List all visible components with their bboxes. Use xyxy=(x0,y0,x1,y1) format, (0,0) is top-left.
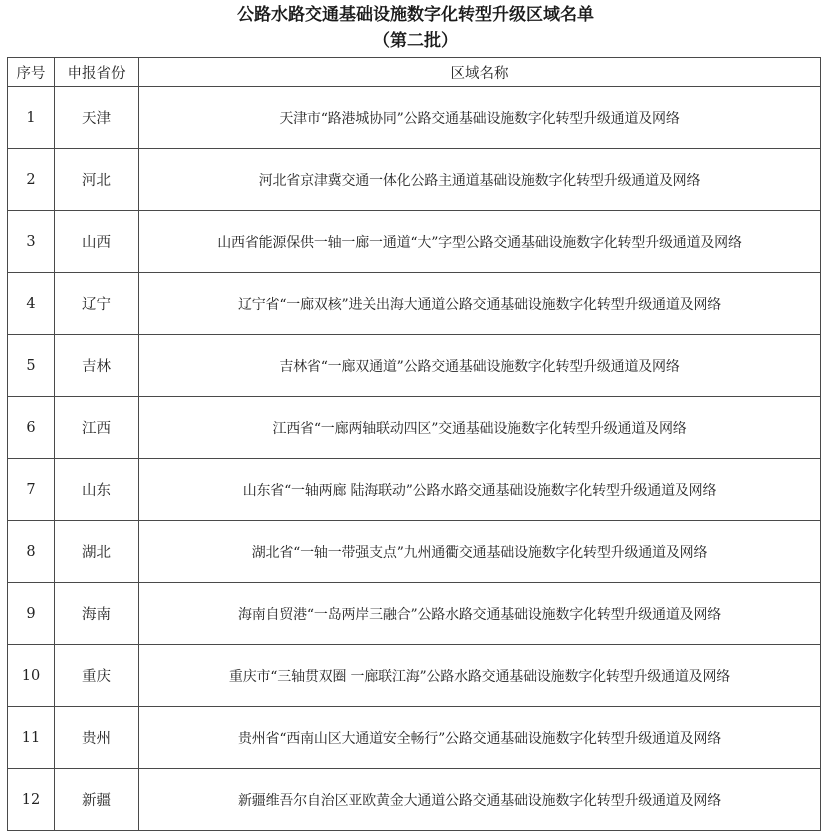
page-subtitle: （第二批） xyxy=(373,31,458,51)
row-province-cell: 贵州 xyxy=(55,707,139,769)
table-row xyxy=(8,707,821,769)
row-index-cell: 4 xyxy=(8,273,55,335)
row-index-cell: 3 xyxy=(8,211,55,273)
row-region-cell: 吉林省“一廊双通道”公路交通基础设施数字化转型升级通道及网络 xyxy=(139,335,821,397)
table-row xyxy=(8,149,821,211)
row-index-cell: 1 xyxy=(8,87,55,149)
row-province-cell: 辽宁 xyxy=(55,273,139,335)
row-region-cell: 新疆维吾尔自治区亚欧黄金大通道公路交通基础设施数字化转型升级通道及网络 xyxy=(139,769,821,831)
row-index-cell: 7 xyxy=(8,459,55,521)
page-title: 公路水路交通基础设施数字化转型升级区域名单 xyxy=(237,5,594,25)
header-province: 申报省份 xyxy=(55,58,139,87)
row-province-cell: 吉林 xyxy=(55,335,139,397)
table-row xyxy=(8,583,821,645)
row-index-cell: 8 xyxy=(8,521,55,583)
row-region-cell: 河北省京津冀交通一体化公路主通道基础设施数字化转型升级通道及网络 xyxy=(139,149,821,211)
row-index-cell: 2 xyxy=(8,149,55,211)
region-list-table xyxy=(7,57,821,831)
table-row xyxy=(8,521,821,583)
row-province-cell: 海南 xyxy=(55,583,139,645)
row-region-cell: 重庆市“三轴贯双圈 一廊联江海”公路水路交通基础设施数字化转型升级通道及网络 xyxy=(139,645,821,707)
row-index-cell: 5 xyxy=(8,335,55,397)
row-index-cell: 10 xyxy=(8,645,55,707)
row-province-cell: 河北 xyxy=(55,149,139,211)
row-region-cell: 山西省能源保供一轴一廊一通道“大”字型公路交通基础设施数字化转型升级通道及网络 xyxy=(139,211,821,273)
row-index-cell: 11 xyxy=(8,707,55,769)
row-province-cell: 江西 xyxy=(55,397,139,459)
table-row xyxy=(8,87,821,149)
table-header-row xyxy=(8,58,821,87)
row-region-cell: 山东省“一轴两廊 陆海联动”公路水路交通基础设施数字化转型升级通道及网络 xyxy=(139,459,821,521)
row-province-cell: 天津 xyxy=(55,87,139,149)
row-region-cell: 江西省“一廊两轴联动四区”交通基础设施数字化转型升级通道及网络 xyxy=(139,397,821,459)
table-row xyxy=(8,211,821,273)
row-province-cell: 山东 xyxy=(55,459,139,521)
row-region-cell: 辽宁省“一廊双核”进关出海大通道公路交通基础设施数字化转型升级通道及网络 xyxy=(139,273,821,335)
row-region-cell: 天津市“路港城协同”公路交通基础设施数字化转型升级通道及网络 xyxy=(139,87,821,149)
row-province-cell: 湖北 xyxy=(55,521,139,583)
header-region: 区域名称 xyxy=(139,58,821,87)
row-region-cell: 湖北省“一轴一带强支点”九州通衢交通基础设施数字化转型升级通道及网络 xyxy=(139,521,821,583)
row-index-cell: 6 xyxy=(8,397,55,459)
header-index: 序号 xyxy=(8,58,55,87)
row-province-cell: 重庆 xyxy=(55,645,139,707)
table-row xyxy=(8,645,821,707)
row-region-cell: 贵州省“西南山区大通道安全畅行”公路交通基础设施数字化转型升级通道及网络 xyxy=(139,707,821,769)
row-province-cell: 山西 xyxy=(55,211,139,273)
row-region-cell: 海南自贸港“一岛两岸三融合”公路水路交通基础设施数字化转型升级通道及网络 xyxy=(139,583,821,645)
table-row xyxy=(8,459,821,521)
table-row xyxy=(8,397,821,459)
table-row xyxy=(8,273,821,335)
table-body xyxy=(8,87,821,831)
row-index-cell: 12 xyxy=(8,769,55,831)
row-province-cell: 新疆 xyxy=(55,769,139,831)
row-index-cell: 9 xyxy=(8,583,55,645)
table-row xyxy=(8,335,821,397)
table-row xyxy=(8,769,821,831)
